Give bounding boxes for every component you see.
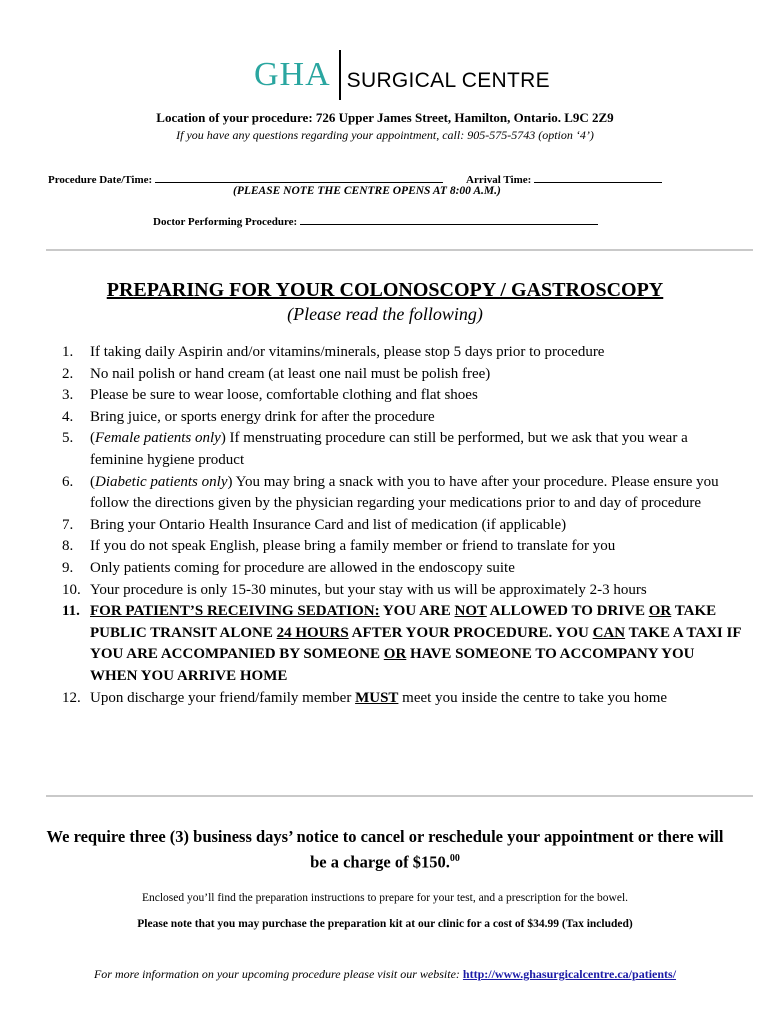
logo-text: SURGICAL CENTRE <box>346 69 550 92</box>
centre-opening-note: (PLEASE NOTE THE CENTRE OPENS AT 8:00 A.M.) <box>233 185 501 197</box>
page-title: PREPARING FOR YOUR COLONOSCOPY / GASTROSCOPY <box>106 279 664 301</box>
doctor-label: Doctor Performing Procedure: <box>153 216 298 228</box>
prep-kit-note: Please note that you may purchase the preparation kit at our clinic for a cost of $34.99 (Tax included) <box>137 918 633 930</box>
procedure-location: Location of your procedure: 726 Upper James Street, Hamilton, Ontario. L9C 2Z9 <box>156 110 614 125</box>
list-item: 8. If you do not speak English, please bring a family member or friend to translate for you <box>62 538 616 555</box>
sedation-warning-item: 11. FOR PATIENT’S RECEIVING SEDATION: YOU ARE NOT ALLOWED TO DRIVE OR TAKE PUBLIC TRANSIT ALONE 24 HOURS AFTER YOUR PROCEDURE. YOU CAN TAKE A TAXI IF YOU ARE ACCOMPANIED BY SOMEONE OR HAVE SOMEONE TO ACCOMPANY YOU WHEN YOU ARRIVE HOME <box>62 603 741 684</box>
list-item: 10. Your procedure is only 15-30 minutes, but your stay with us will be approximately 2-3 hours <box>62 581 647 598</box>
arrival-time-label: Arrival Time: <box>466 174 532 186</box>
website-link[interactable]: http://www.ghasurgicalcentre.ca/patients/ <box>462 967 677 981</box>
more-info: For more information on your upcoming procedure please visit our website: http://www.ghasurgicalcentre.ca/patients/ <box>93 967 677 981</box>
list-item: 9. Only patients coming for procedure are allowed in the endoscopy suite <box>62 559 515 576</box>
enclosed-note: Enclosed you’ll find the preparation instructions to prepare for your test, and a prescription for the bowel. <box>141 892 629 904</box>
procedure-date-field <box>48 172 443 186</box>
procedure-date-blank[interactable] <box>155 172 443 183</box>
list-item: 1. If taking daily Aspirin and/or vitamins/minerals, please stop 5 days prior to procedure <box>62 344 605 360</box>
procedure-date-label: Procedure Date/Time: <box>48 174 153 186</box>
list-item: 6. (Diabetic patients only) You may bring a snack with you to have after your procedure. Please ensure you follow the directions given by the physician regarding your medications prior to and day of procedure <box>62 473 719 512</box>
doctor-blank[interactable] <box>300 214 598 225</box>
gha-logo <box>254 50 550 100</box>
list-item: 4. Bring juice, or sports energy drink for after the procedure <box>62 408 435 425</box>
doctor-field <box>153 214 598 228</box>
list-item: 7. Bring your Ontario Health Insurance Card and list of medication (if applicable) <box>62 516 567 533</box>
instructions-list <box>62 342 742 709</box>
divider-bottom <box>46 795 753 797</box>
page-subtitle: (Please read the following) <box>287 304 483 324</box>
list-item: 2. No nail polish or hand cream (at least one nail must be polish free) <box>62 365 491 382</box>
arrival-time-field <box>466 172 662 186</box>
list-item: 5. (Female patients only) If menstruating procedure can still be performed, but we ask that you wear a feminine hygiene product <box>62 430 688 468</box>
cancellation-notice: We require three (3) business days’ notice to cancel or reschedule your appointment or there will be a charge of $150.00 <box>46 827 724 872</box>
logo-divider <box>339 50 341 100</box>
logo-mark: GHA <box>254 56 331 93</box>
list-item: 3. Please be sure to wear loose, comfortable clothing and flat shoes <box>62 387 478 404</box>
arrival-time-blank[interactable] <box>534 172 662 183</box>
questions-phone: If you have any questions regarding your appointment, call: 905-575-5743 (option ‘4’) <box>176 128 594 142</box>
divider-top <box>46 249 753 251</box>
list-item: 12. Upon discharge your friend/family member MUST meet you inside the centre to take you home <box>62 689 668 706</box>
